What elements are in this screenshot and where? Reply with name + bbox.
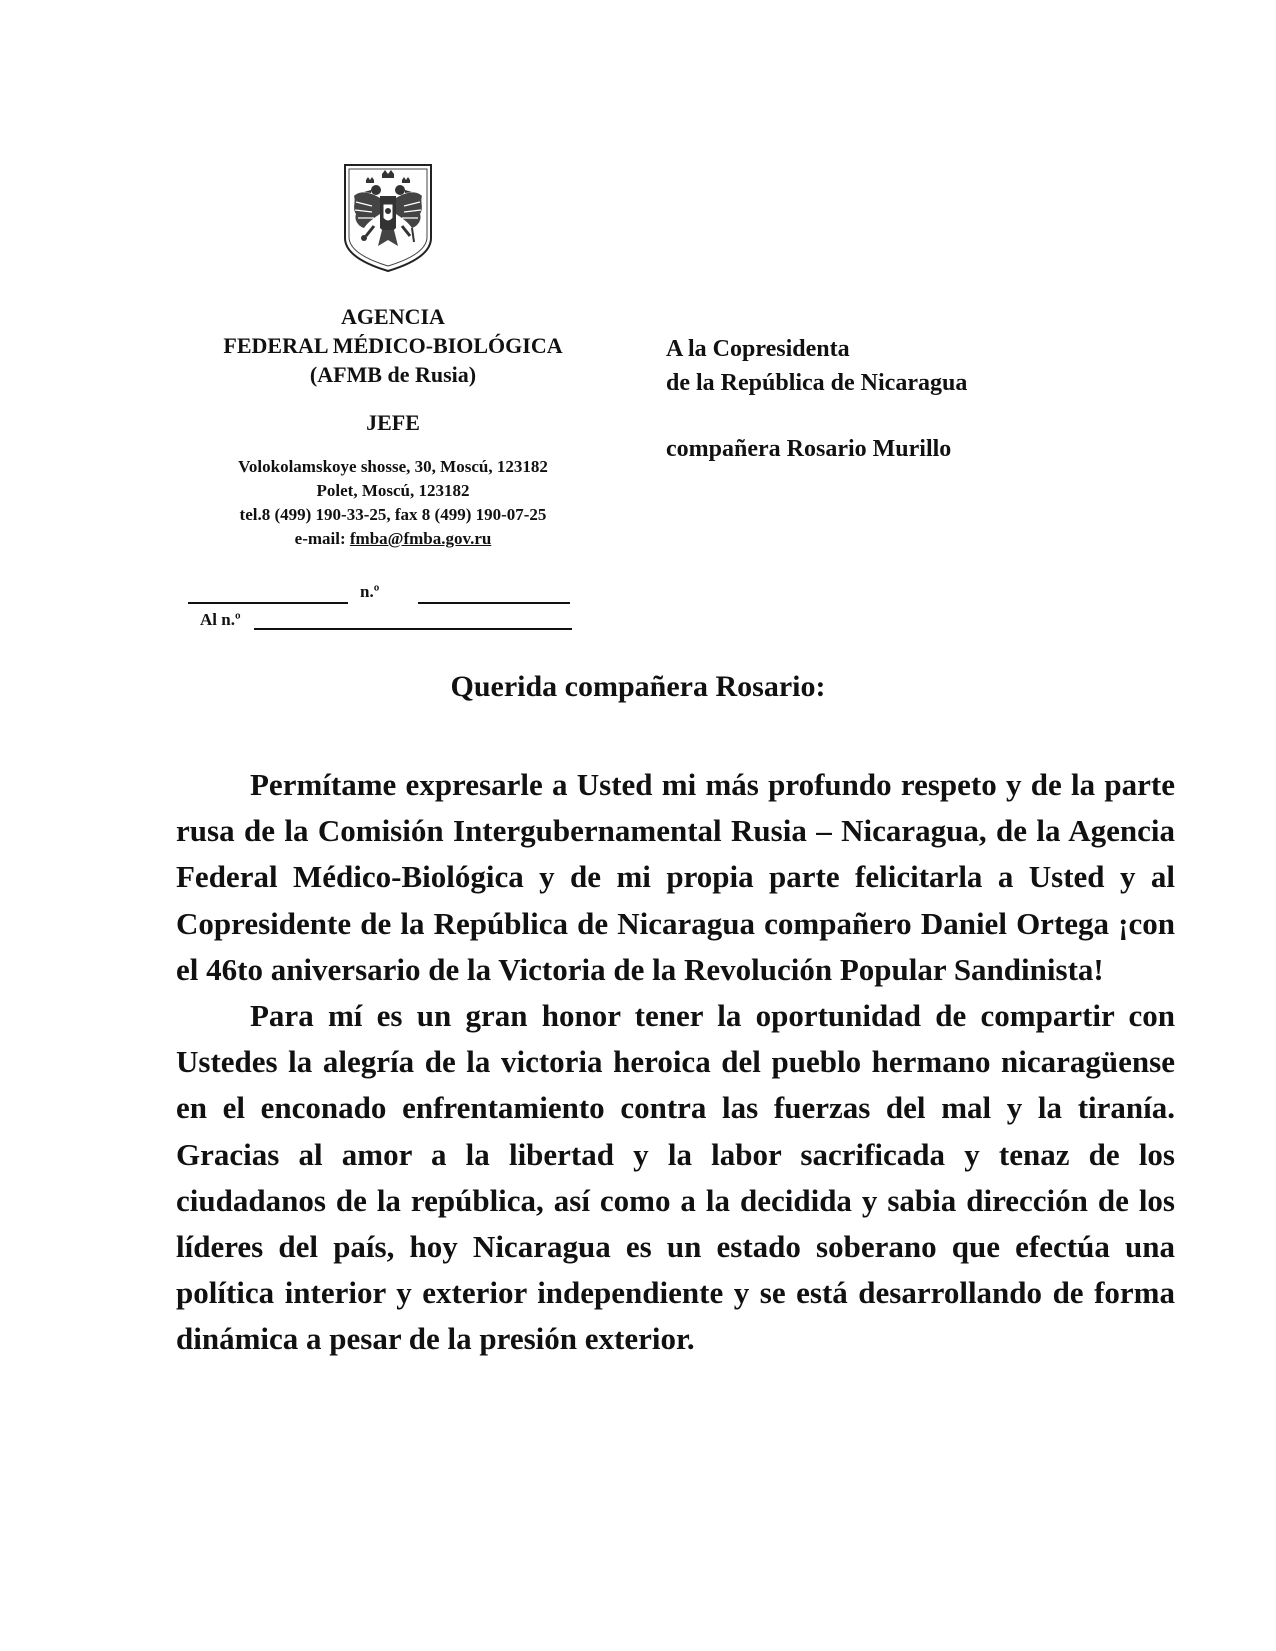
agency-name-line-3: (AFMB de Rusia) — [309, 362, 477, 387]
coat-of-arms-emblem — [342, 162, 434, 274]
ref-date-field — [188, 584, 348, 604]
salutation: Querida compañera Rosario: — [450, 670, 826, 703]
recipient-line-1: A la Copresidenta — [666, 336, 850, 362]
sender-address — [180, 455, 606, 551]
ref-number-field — [418, 584, 570, 604]
letter-body — [176, 762, 1175, 1363]
email-line — [180, 527, 606, 551]
recipient-spacer — [666, 400, 967, 432]
recipient-block — [666, 332, 967, 466]
paragraph-1: Permítame expresarle a Usted mi más profundo respeto y de la parte rusa de la Comisión Intergubernamental Rusia – Nicaragua, de la Agencia Federal Médico-Biológica y de mi propia parte felicitarla a Usted y al Copresidente de la República de Nicaragua compañero Daniel Ortega ¡con el 46to aniversario de la Victoria de la Revolución Popular Sandinista! — [176, 767, 1175, 987]
address-line-2: Polet, Moscú, 123182 — [316, 481, 470, 500]
paragraph-2: Para mí es un gran honor tener la oportunidad de compartir con Ustedes la alegría de la victoria heroica del pueblo hermano nicaragüense en el enconado enfrentamiento contra las fuerzas del mal y la tiranía. Gracias al amor a la libertad y la labor sacrificada y tenaz de los ciudadanos de la república, así como a la decidida y sabia dirección de los líderes del país, hoy Nicaragua es un estado soberano que efectúa una política interior y exterior independiente y se está desarrollando de forma dinámica a pesar de la presión exterior. — [176, 998, 1175, 1357]
recipient-line-2: de la República de Nicaragua — [666, 370, 968, 396]
sender-block — [180, 302, 606, 551]
address-line-3: tel.8 (499) 190-33-25, fax 8 (499) 190-07-25 — [239, 505, 547, 524]
sender-title: JEFE — [366, 410, 420, 435]
email-link[interactable]: fmba@fmba.gov.ru — [349, 529, 492, 548]
reply-ref-field — [254, 610, 572, 630]
address-line-1: Volokolamskoye shosse, 30, Moscú, 123182 — [238, 457, 548, 476]
agency-name-line-2: FEDERAL MÉDICO-BIOLÓGICA — [223, 333, 563, 358]
agency-name-line-1: AGENCIA — [341, 304, 445, 329]
ref-number-label: n.º — [360, 582, 380, 601]
reference-number-row — [188, 582, 588, 606]
reply-ref-label: Al n.º — [200, 610, 241, 629]
recipient-name: compañera Rosario Murillo — [666, 436, 952, 462]
email-label: e-mail: — [294, 529, 346, 548]
reply-reference-row — [188, 610, 588, 634]
